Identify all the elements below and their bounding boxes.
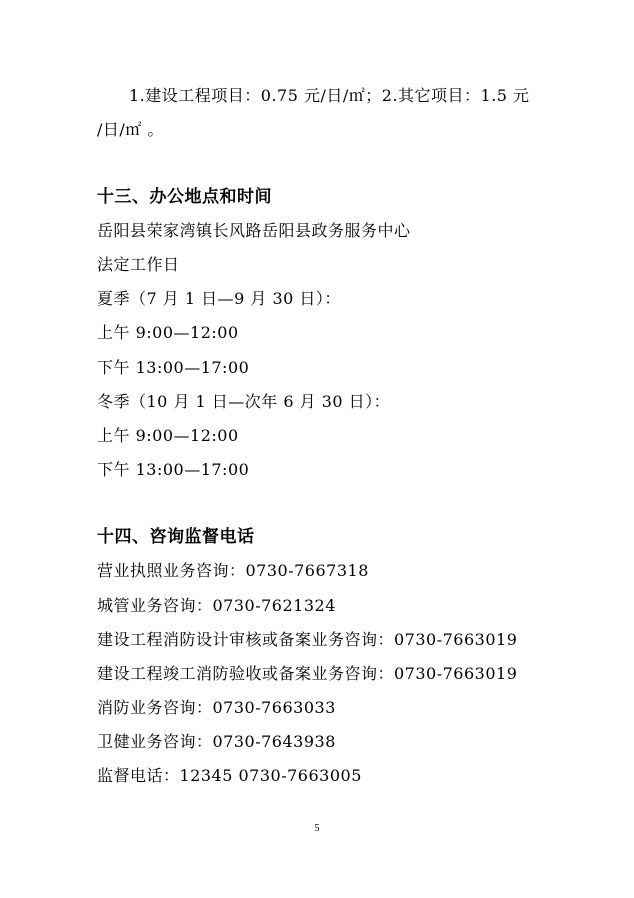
office-address: 岳阳县荣家湾镇长风路岳阳县政务服务中心 (97, 221, 411, 240)
page-number: 5 (314, 823, 320, 834)
phone-line: 营业执照业务咨询：0730-7667318 (97, 561, 369, 580)
fee-line-2: /日/㎡ 。 (97, 120, 164, 139)
winter-afternoon-hours: 下午 13:00—17:00 (97, 460, 250, 479)
summer-morning-hours: 上午 9:00—12:00 (97, 323, 239, 342)
supervision-phone-line: 监督电话：12345 0730-7663005 (97, 766, 362, 785)
summer-schedule-label: 夏季（7 月 1 日—9 月 30 日）： (97, 289, 341, 308)
section-14-heading: 十四、咨询监督电话 (97, 527, 255, 547)
workdays-label: 法定工作日 (97, 255, 180, 274)
phone-line: 建设工程竣工消防验收或备案业务咨询：0730-7663019 (97, 664, 518, 683)
phone-line: 消防业务咨询：0730-7663033 (97, 698, 336, 717)
phone-line: 卫健业务咨询：0730-7643938 (97, 732, 336, 751)
summer-afternoon-hours: 下午 13:00—17:00 (97, 358, 250, 377)
phone-line: 建设工程消防设计审核或备案业务咨询：0730-7663019 (97, 630, 518, 649)
phone-line: 城管业务咨询：0730-7621324 (97, 596, 336, 615)
winter-schedule-label: 冬季（10 月 1 日—次年 6 月 30 日）： (97, 392, 391, 411)
winter-morning-hours: 上午 9:00—12:00 (97, 426, 239, 445)
fee-line-1: 1.建设工程项目：0.75 元/日/㎡；2.其它项目：1.5 元 (129, 86, 530, 105)
section-13-heading: 十三、办公地点和时间 (97, 187, 272, 207)
